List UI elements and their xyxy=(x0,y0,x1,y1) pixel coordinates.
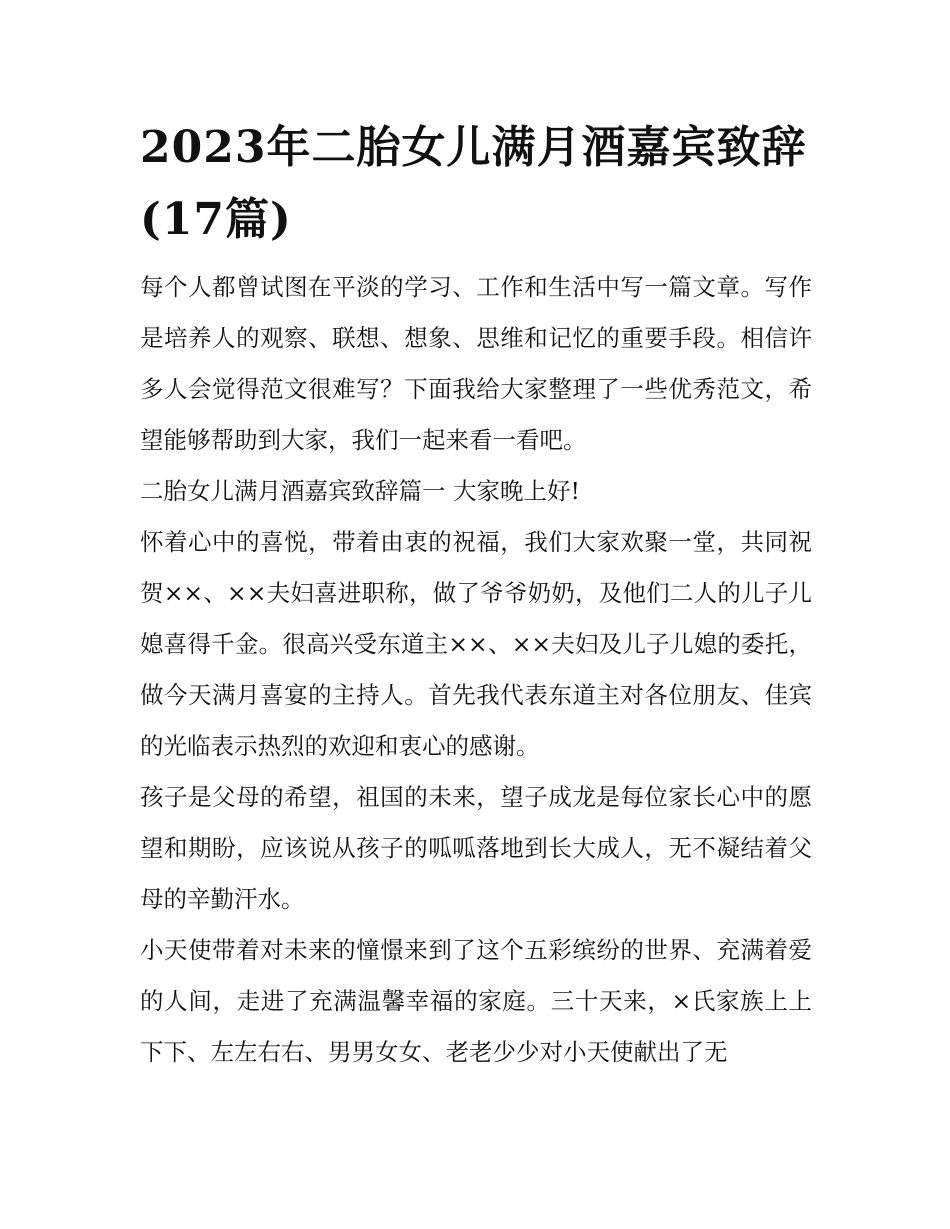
document-page xyxy=(140,112,812,1078)
body-paragraph: 怀着心中的喜悦，带着由衷的祝福，我们大家欢聚一堂，共同祝贺××、××夫妇喜进职称，做了爷爷奶奶，及他们二人的儿子儿媳喜得千金。很高兴受东道主××、××夫妇及儿子儿媳的委托，做今天满月喜宴的主持人。首先我代表东道主对各位朋友、佳宾的光临表示热烈的欢迎和衷心的感谢。 xyxy=(140,528,812,760)
intro-paragraph: 每个人都曾试图在平淡的学习、工作和生活中写一篇文章。写作是培养人的观察、联想、想象、思维和记忆的重要手段。相信许多人会觉得范文很难写？下面我给大家整理了一些优秀范文，希望能够帮助到大家，我们一起来看一看吧。 xyxy=(140,273,812,454)
body-paragraph: 孩子是父母的希望，祖国的未来，望子成龙是每位家长心中的愿望和期盼，应该说从孩子的呱呱落地到长大成人，无不凝结着父母的辛勤汗水。 xyxy=(140,783,812,913)
document-title: 2023年二胎女儿满月酒嘉宾致辞(17篇) xyxy=(140,122,807,245)
section-heading-paragraph: 二胎女儿满月酒嘉宾致辞篇一 大家晚上好! xyxy=(140,477,580,505)
body-paragraph: 小天使带着对未来的憧憬来到了这个五彩缤纷的世界、充满着爱的人间，走进了充满温馨幸福的家庭。三十天来，×氏家族上上下下、左左右右、男男女女、老老少少对小天使献出了无 xyxy=(140,936,812,1066)
document-body xyxy=(140,262,812,1078)
